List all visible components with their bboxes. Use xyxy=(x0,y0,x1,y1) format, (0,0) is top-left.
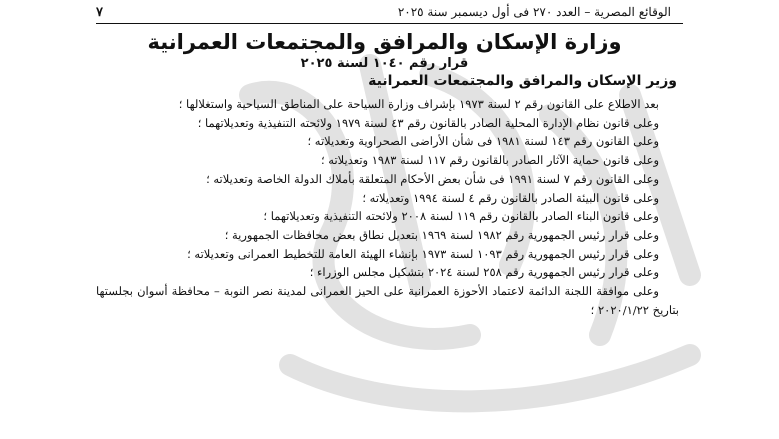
minister-title: وزير الإسكان والمرافق والمجتمعات العمرانية xyxy=(368,73,677,89)
preamble-paragraph: وعلى القانون رقم ٧ لسنة ١٩٩١ فى شأن بعض الأحكام المتعلقة بأملاك الدولة الخاصة وتعديلاته ؛ xyxy=(206,171,659,186)
decree-title: قرار رقم ١٠٤٠ لسنة ٢٠٢٥ xyxy=(300,56,469,71)
header-divider xyxy=(96,23,683,24)
page-number: ٧ xyxy=(96,4,103,20)
publication-line: الوقائع المصرية – العدد ٢٧٠ فى أول ديسمبر سنة ٢٠٢٥ xyxy=(397,5,671,19)
preamble-paragraph: وعلى موافقة اللجنة الدائمة لاعتماد الأحوزة العمرانية على الحيز العمرانى لمدينة نصر النوبة – محافظة أسوان بجلستها بتاريخ ٢٠٢٠/١/٢٢ ؛ xyxy=(96,284,679,317)
preamble-paragraph: وعلى القانون رقم ١٤٣ لسنة ١٩٨١ فى شأن الأراضى الصحراوية وتعديلاته ؛ xyxy=(307,134,659,149)
preamble-paragraph: وعلى قرار رئيس الجمهورية رقم ٢٥٨ لسنة ٢٠٢٤ بتشكيل مجلس الوزراء ؛ xyxy=(309,265,659,280)
preamble-paragraph: بعد الاطلاع على القانون رقم ٢ لسنة ١٩٧٣ بإشراف وزارة السياحة على المناطق السياحية واستغلالها ؛ xyxy=(178,97,659,111)
page-header xyxy=(96,3,671,21)
preamble-paragraph: وعلى قانون نظام الإدارة المحلية الصادر بالقانون رقم ٤٣ لسنة ١٩٧٩ ولائحته التنفيذية وتعديلاتهما ؛ xyxy=(197,115,659,130)
decree-preamble xyxy=(96,95,679,319)
preamble-paragraph: وعلى قرار رئيس الجمهورية رقم ١٩٨٢ لسنة ١٩٦٩ بتعديل نطاق بعض محافظات الجمهورية ؛ xyxy=(224,227,659,242)
preamble-paragraph: وعلى قانون البيئة الصادر بالقانون رقم ٤ لسنة ١٩٩٤ وتعديلاته ؛ xyxy=(362,190,659,205)
preamble-paragraph: وعلى قانون حماية الآثار الصادر بالقانون رقم ١١٧ لسنة ١٩٨٣ وتعديلاته ؛ xyxy=(321,153,659,168)
ministry-title: وزارة الإسكان والمرافق والمجتمعات العمرانية xyxy=(147,30,622,54)
preamble-paragraph: وعلى قرار رئيس الجمهورية رقم ١٠٩٣ لسنة ١٩٧٣ بإنشاء الهيئة العامة للتخطيط العمرانى وتعديلاته ؛ xyxy=(187,246,659,261)
preamble-paragraph: وعلى قانون البناء الصادر بالقانون رقم ١١٩ لسنة ٢٠٠٨ ولائحته التنفيذية وتعديلاتهما ؛ xyxy=(263,209,659,224)
